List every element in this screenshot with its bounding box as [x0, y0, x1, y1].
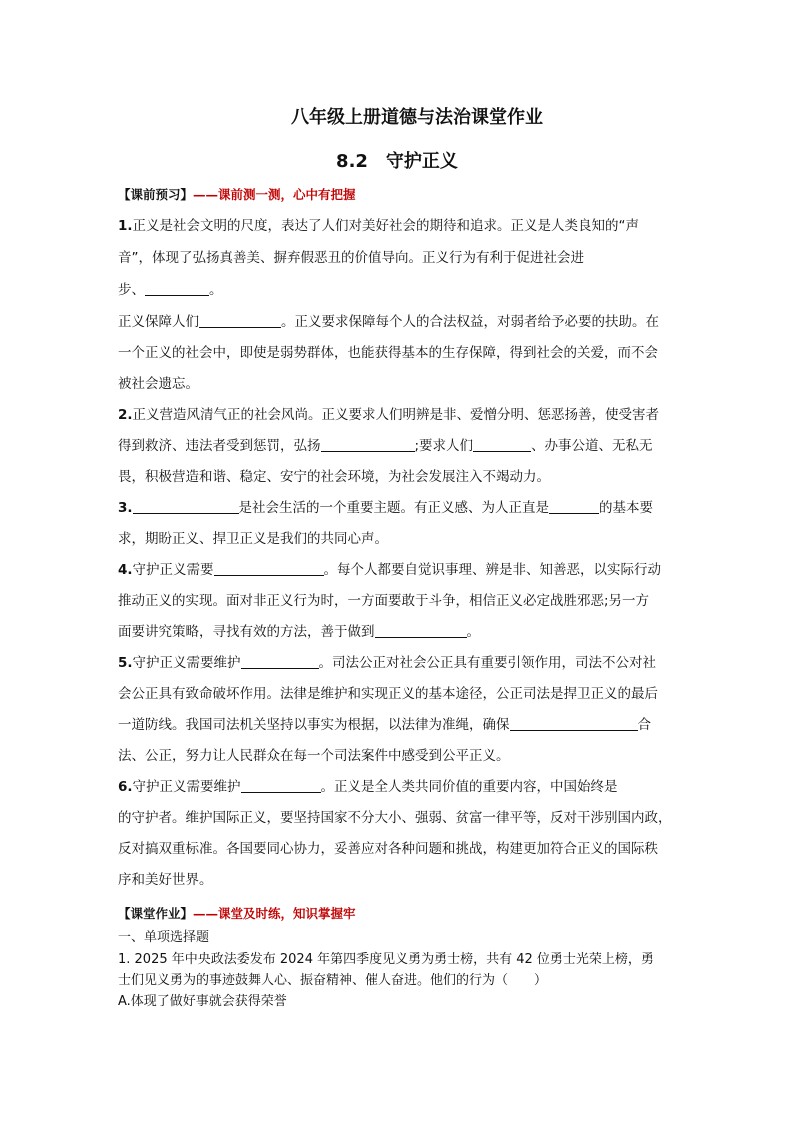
item-number: 2. [118, 407, 133, 423]
line-text: 守护正义需要维护 [132, 779, 241, 795]
preview-line-13 [118, 591, 678, 611]
line-text: 。 [209, 282, 223, 298]
preview-slogan: ——课前测一测，心中有把握 [193, 187, 356, 202]
line-text: 步、 [118, 282, 145, 298]
preview-line-6 [118, 374, 678, 394]
question-1-option-a[interactable]: A.体现了做好事就会获得荣誉 [118, 994, 287, 1009]
line-text: 守护正义需要维护 [132, 655, 241, 671]
preview-line-18 [118, 746, 678, 766]
preview-line-21 [118, 839, 678, 859]
line-text: 正义是社会文明的尺度，表达了人们对美好社会的期待和追求。正义是人类良知的“声 [132, 218, 640, 234]
line-text: 。正义要求保障每个人的合法权益，对弱者给予必要的扶助。在 [281, 314, 659, 330]
preview-line-12 [118, 560, 678, 580]
item-number: 6. [118, 779, 133, 795]
fill-blank[interactable] [241, 654, 319, 669]
preview-line-5 [118, 343, 678, 363]
preview-line-1 [118, 216, 678, 236]
line-text: ;要求人们 [414, 438, 474, 454]
preview-line-16 [118, 684, 678, 704]
preview-line-9 [118, 467, 678, 487]
item-number: 4. [118, 562, 133, 578]
line-text: 得到救济、违法者受到惩罚，弘扬 [118, 438, 321, 454]
fill-blank[interactable] [145, 281, 209, 296]
line-text: 法、公正，努力让人民群众在每一个司法案件中感受到公平正义。 [118, 748, 510, 764]
homework-header-label: 【课堂作业】 [118, 906, 194, 921]
homework-section-header [118, 904, 356, 922]
line-text: 推动正义的实现。面对非正义行为时，一方面要敢于斗争，相信正义必定战胜邪恶;另一方 [118, 593, 650, 609]
preview-line-20 [118, 808, 678, 828]
line-text: 面要讲究策略，寻找有效的方法，善于做到 [118, 624, 375, 640]
line-text: 音”，体现了弘扬真善美、摒弃假恶丑的价值导向。正义行为有利于促进社会进 [118, 250, 584, 266]
fill-blank[interactable] [510, 716, 638, 731]
question-category: 一、单项选择题 [118, 930, 210, 945]
fill-blank[interactable] [321, 437, 415, 452]
line-text: 。正义是全人类共同价值的重要内容，中国始终是 [320, 779, 618, 795]
preview-line-19 [118, 777, 678, 797]
line-text: 正义保障人们 [118, 314, 199, 330]
preview-line-22 [118, 870, 678, 890]
line-text: 畏，积极营造和谐、稳定、安宁的社会环境，为社会发展注入不竭动力。 [118, 469, 550, 485]
line-text: 反对搞双重标准。各国要同心协力，妥善应对各种问题和挑战，构建更加符合正义的国际秩 [118, 841, 658, 857]
preview-line-14 [118, 622, 678, 642]
homework-slogan: ——课堂及时练，知识掌握牢 [193, 906, 356, 921]
fill-blank[interactable] [199, 313, 281, 328]
preview-line-17 [118, 715, 678, 735]
line-text: 的守护者。维护国际正义，要坚持国家不分大小、强弱、贫富一律平等，反对干涉别国内政， [118, 810, 672, 826]
lesson-subtitle: 8.2 守护正义 [336, 151, 458, 172]
question-1-line-1: 1. 2025 年中央政法委发布 2024 年第四季度见义勇为勇士榜，共有 42 位勇士光荣上榜，勇 [118, 952, 654, 967]
item-number: 3. [118, 500, 133, 516]
line-text: 求，期盼正义、捍卫正义是我们的共同心声。 [118, 531, 388, 547]
fill-blank[interactable] [473, 437, 531, 452]
line-text: 会公正具有致命破坏作用。法律是维护和实现正义的基本途径，公正司法是捍卫正义的最后 [118, 686, 658, 702]
line-text: 、办事公道、无私无 [531, 438, 653, 454]
item-number: 1. [118, 218, 133, 234]
line-text: 守护正义需要 [132, 562, 214, 578]
fill-blank[interactable] [241, 778, 321, 793]
fill-blank[interactable] [133, 499, 239, 514]
line-text: 序和美好世界。 [118, 872, 213, 888]
fill-blank[interactable] [214, 561, 324, 576]
line-text: 一个正义的社会中，即使是弱势群体，也能获得基本的生存保障，得到社会的关爱，而不会 [118, 345, 658, 361]
item-number: 5. [118, 655, 133, 671]
line-text: 的基本要 [599, 500, 654, 516]
line-text: 正义营造风清气正的社会风尚。正义要求人们明辨是非、爱憎分明、惩恶扬善，使受害者 [132, 407, 660, 423]
preview-line-2 [118, 248, 678, 268]
line-text: 合 [637, 717, 651, 733]
line-text: 是社会生活的一个重要主题。有正义感、为人正直是 [238, 500, 550, 516]
question-1-line-2: 士们见义勇为的事迹鼓舞人心、振奋精神、催人奋进。他们的行为（ ） [118, 973, 548, 988]
preview-line-10 [118, 498, 678, 518]
preview-line-15 [118, 653, 678, 673]
line-text: 。每个人都要自觉识事理、辨是非、知善恶，以实际行动 [323, 562, 662, 578]
fill-blank[interactable] [375, 623, 467, 638]
line-text: 一道防线。我国司法机关坚持以事实为根据，以法律为准绳，确保 [118, 717, 510, 733]
preview-line-11 [118, 529, 678, 549]
preview-line-4 [118, 312, 678, 332]
document-title: 八年级上册道德与法治课堂作业 [291, 107, 543, 128]
preview-section-header [118, 185, 356, 203]
preview-line-8 [118, 436, 678, 456]
line-text: 。司法公正对社会公正具有重要引领作用，司法不公对社 [318, 655, 657, 671]
preview-header-label: 【课前预习】 [118, 187, 194, 202]
preview-line-7 [118, 405, 678, 425]
fill-blank[interactable] [549, 499, 599, 514]
line-text: 被社会遗忘。 [118, 376, 199, 392]
preview-line-3 [118, 280, 678, 300]
line-text: 。 [466, 624, 480, 640]
